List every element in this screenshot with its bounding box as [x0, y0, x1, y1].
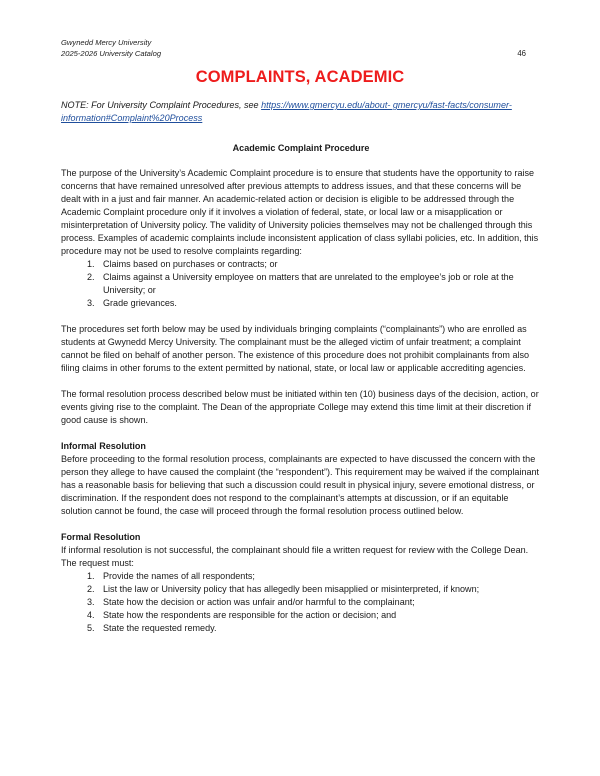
list-item: 5. State the requested remedy. [97, 622, 541, 635]
intro-paragraph: The purpose of the University’s Academic Complaint procedure is to ensure that students have the opportunity to raise concerns that have remained unresolved after previous attempts to address issues, and that these concerns will be dealt with in a just and fair manner. An academic-related action or decision is eligible to be addressed through the Academic Complaint procedure only if it involves a violation of federal, state, or local law or a misapplication or misinterpretation of University policy. The validity of University policies themselves may not be challenged through this process. Examples of academic complaints include inconsistent application of class syllabi policies, etc. In addition, this procedure may not be used to resolve complaints regarding: [61, 168, 539, 256]
page-content [61, 99, 541, 635]
list-item: 2. Claims against a University employee on matters that are unrelated to the employee’s job or role at the University; or [97, 271, 541, 297]
section-heading: Academic Complaint Procedure [232, 143, 370, 153]
eligibility-paragraph: The procedures set forth below may be used by individuals bringing complaints (“complainants”) who are enrolled as students at Gwynedd Mercy University. The complainant must be the alleged victim of unfair treatment; a complaint cannot be filed on behalf of another person. The existence of this procedure does not prohibit complainants from also filing claims in other forums to the extent permitted by national, state, or local law or applicable accrediting agencies. [61, 324, 530, 373]
list-item: 1. Claims based on purchases or contracts; or [97, 258, 541, 271]
formal-resolution-body: If informal resolution is not successful, the complainant should file a written request for review with the College Dean. The request must: [61, 545, 529, 568]
list-item: 3. Grade grievances. [97, 297, 541, 310]
note-paragraph [61, 99, 541, 125]
timeline-paragraph: The formal resolution process described below must be initiated within ten (10) business days of the decision, action, or events giving rise to the complaint. The Dean of the appropriate College may extend this time limit at their discretion if good cause is shown. [61, 389, 539, 425]
running-header [61, 37, 526, 59]
list-item: 4. State how the respondents are responsible for the action or decision; and [97, 609, 541, 622]
exclusions-list-block [61, 258, 541, 310]
complaint-procedures-link[interactable]: https://www.gmercyu.edu/about- gmercyu/fast-facts/consumer-information#Complaint%20Process [61, 100, 512, 123]
formal-requirements-list [61, 570, 541, 635]
note-prefix: NOTE: For University Complaint Procedures, see [61, 100, 262, 110]
informal-resolution-body: Before proceeding to the formal resolution process, complainants are expected to have discussed the concern with the person they allege to have caused the complaint (the “respondent”). This requirement may be waived if the complainant has a reasonable basis for believing that such a discussion could result in physical injury, severe emotional distress, or discrimination. If the respondent does not respond to the complainant’s attempts at discussion, or if an equitable solution cannot be found, the case will proceed through the formal resolution process outlined below. [61, 454, 540, 516]
catalog-name: 2025-2026 University Catalog [61, 49, 162, 58]
list-item: 2. List the law or University policy that has allegedly been misapplied or misinterpreted, if known; [97, 583, 541, 596]
institution-name: Gwynedd Mercy University [61, 38, 152, 47]
page-number: 46 [517, 49, 526, 58]
informal-resolution-heading: Informal Resolution [61, 441, 146, 451]
formal-resolution-heading: Formal Resolution [61, 532, 141, 542]
page-title: COMPLAINTS, ACADEMIC [195, 68, 405, 86]
exclusions-list [61, 258, 541, 310]
list-item: 1. Provide the names of all respondents; [97, 570, 541, 583]
list-item: 3. State how the decision or action was unfair and/or harmful to the complainant; [97, 596, 541, 609]
